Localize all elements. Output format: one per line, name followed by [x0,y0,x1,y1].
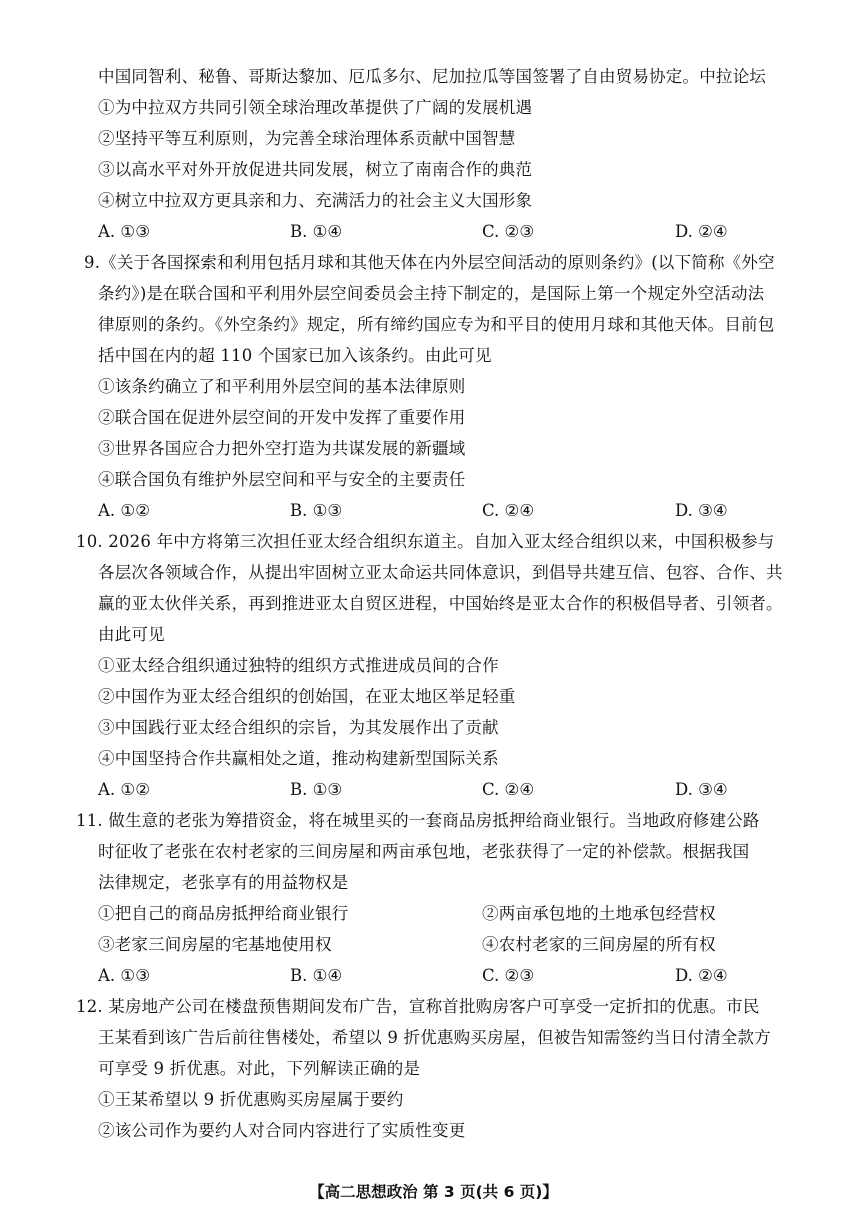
q11-statement-4: ④农村老家的三间房屋的所有权 [482,935,716,954]
q9-option-a: A. ①② [98,501,150,520]
q10-option-b: B. ①③ [290,780,343,799]
q8-statement-2: ②坚持平等互利原则，为完善全球治理体系贡献中国智慧 [98,129,516,148]
q11-option-c: C. ②③ [482,966,535,985]
q8-statement-3: ③以高水平对外开放促进共同发展，树立了南南合作的典范 [98,160,533,179]
q9-stem-line-2: 条约》)是在联合国和平利用外层空间委员会主持下制定的，是国际上第一个规定外空活动法 [98,284,765,303]
q10-statement-2: ②中国作为亚太经合组织的创始国，在亚太地区举足轻重 [98,687,516,706]
page-footer: 【高二思想政治 第 3 页(共 6 页)】 [309,1183,558,1201]
q10-stem-line-3: 赢的亚太伙伴关系，再到推进亚太自贸区进程，中国始终是亚太合作的积极倡导者、引领者。 [98,594,783,613]
q11-statement-1: ①把自己的商品房抵押给商业银行 [98,904,349,923]
q11-option-d: D. ②④ [675,966,728,985]
q9-option-b: B. ①③ [290,501,343,520]
q10-option-d: D. ③④ [675,780,728,799]
q12-stem-line-2: 王某看到该广告后前往售楼处，希望以 9 折优惠购买房屋，但被告知需签约当日付清全款方 [98,1028,771,1047]
q9-statement-2: ②联合国在促进外层空间的开发中发挥了重要作用 [98,408,466,427]
q11-stem-line-3: 法律规定，老张享有的用益物权是 [98,873,349,892]
q11-option-b: B. ①④ [290,966,343,985]
q10-stem-line-4: 由此可见 [98,625,165,644]
q9-statement-4: ④联合国负有维护外层空间和平与安全的主要责任 [98,470,466,489]
q12-statement-2: ②该公司作为要约人对合同内容进行了实质性变更 [98,1121,466,1140]
q11-option-a: A. ①③ [98,966,150,985]
q10-statement-1: ①亚太经合组织通过独特的组织方式推进成员间的合作 [98,656,499,675]
q9-stem-line-1: 9.《关于各国探索和利用包括月球和其他天体在内外层空间活动的原则条约》(以下简称《外空 [84,253,775,272]
q10-stem-line-2: 各层次各领域合作，从提出牢固树立亚太命运共同体意识，到倡导共建互信、包容、合作、共 [98,563,783,582]
q8-stem-tail: 中国同智利、秘鲁、哥斯达黎加、厄瓜多尔、尼加拉瓜等国签署了自由贸易协定。中拉论坛 [98,67,766,86]
q9-stem-line-4: 括中国在内的超 110 个国家已加入该条约。由此可见 [98,346,492,365]
q10-statement-3: ③中国践行亚太经合组织的宗旨，为其发展作出了贡献 [98,718,499,737]
q9-statement-1: ①该条约确立了和平利用外层空间的基本法律原则 [98,377,466,396]
q8-option-a: A. ①③ [98,222,150,241]
q10-option-a: A. ①② [98,780,150,799]
q9-statement-3: ③世界各国应合力把外空打造为共谋发展的新疆域 [98,439,466,458]
q9-option-c: C. ②④ [482,501,535,520]
q11-statement-2: ②两亩承包地的土地承包经营权 [482,904,716,923]
q8-option-c: C. ②③ [482,222,535,241]
q8-statement-1: ①为中拉双方共同引领全球治理改革提供了广阔的发展机遇 [98,98,533,117]
q12-stem-line-3: 可享受 9 折优惠。对此，下列解读正确的是 [98,1059,421,1078]
q11-stem-line-2: 时征收了老张在农村老家的三间房屋和两亩承包地，老张获得了一定的补偿款。根据我国 [98,842,750,861]
q9-stem-line-3: 律原则的条约。《外空条约》规定，所有缔约国应专为和平目的使用月球和其他天体。目前包 [98,315,775,334]
q12-stem-line-1: 12. 某房地产公司在楼盘预售期间发布广告，宣称首批购房客户可享受一定折扣的优惠。市民 [76,997,760,1016]
q8-option-b: B. ①④ [290,222,343,241]
q10-statement-4: ④中国坚持合作共赢相处之道，推动构建新型国际关系 [98,749,499,768]
q10-option-c: C. ②④ [482,780,535,799]
q11-stem-line-1: 11. 做生意的老张为筹措资金，将在城里买的一套商品房抵押给商业银行。当地政府修建公路 [76,811,760,830]
q9-option-d: D. ③④ [675,501,728,520]
q12-statement-1: ①王某希望以 9 折优惠购买房屋属于要约 [98,1090,404,1109]
q8-statement-4: ④树立中拉双方更具亲和力、充满活力的社会主义大国形象 [98,191,533,210]
q10-stem-line-1: 10. 2026 年中方将第三次担任亚太经合组织东道主。自加入亚太经合组织以来，中国积极参与 [76,532,775,551]
q11-statement-3: ③老家三间房屋的宅基地使用权 [98,935,332,954]
q8-option-d: D. ②④ [675,222,728,241]
